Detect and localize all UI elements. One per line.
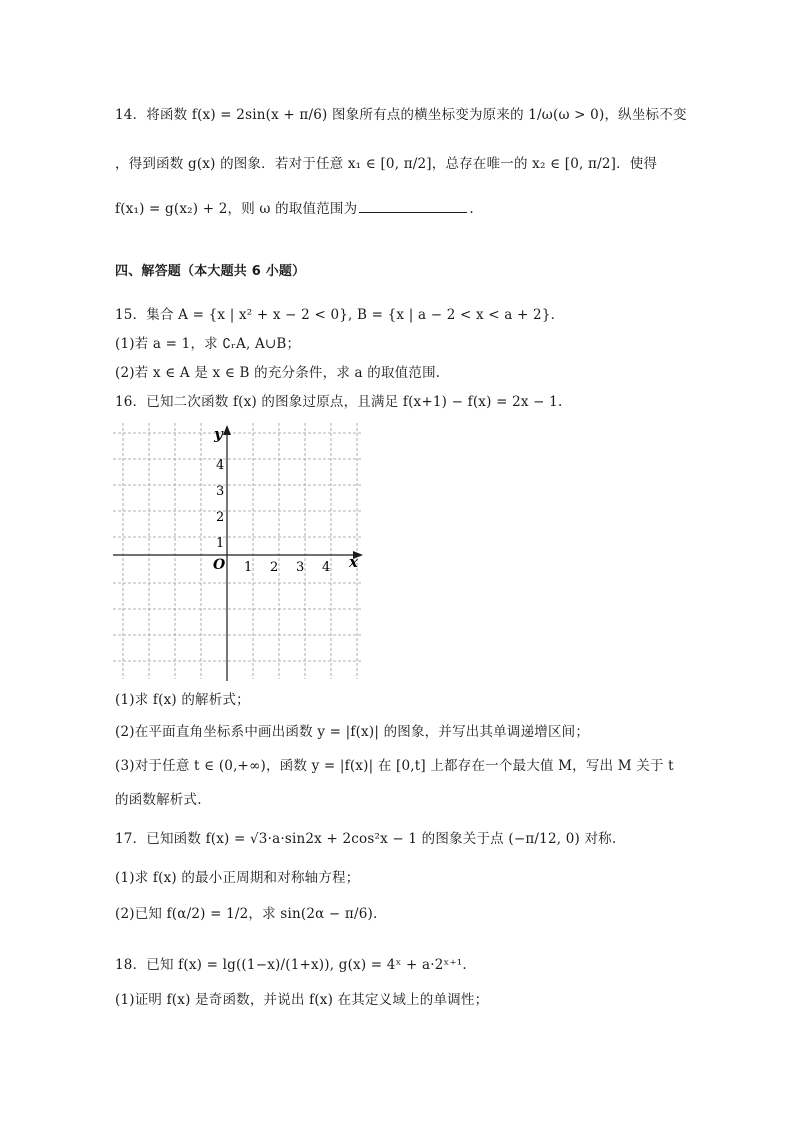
q15-part2: (2)若 x ∈ A 是 x ∈ B 的充分条件，求 a 的取值范围. xyxy=(115,365,441,381)
q15-stem: 15．集合 A = {x | x² + x − 2 < 0}, B = {x | a − 2 < x < a + 2}． xyxy=(115,307,565,323)
x-tick-label: 4 xyxy=(322,560,331,575)
y-tick-label: 3 xyxy=(216,484,225,499)
x-axis-label: x xyxy=(349,553,358,571)
grid-lines xyxy=(113,423,363,679)
q15-part1: (1)若 a = 1，求 ∁ᵣA, A∪B； xyxy=(115,336,301,352)
answer-blank[interactable] xyxy=(359,198,467,213)
q14-line3-suffix: . xyxy=(469,201,474,217)
q16-part2: (2)在平面直角坐标系中画出函数 y = |f(x)| 的图象，并写出其单调递增区间； xyxy=(115,724,590,740)
y-axis-label: y xyxy=(214,425,223,443)
section-heading: 四、解答题（本大题共 6 小题） xyxy=(115,264,306,279)
y-axis-arrow-icon xyxy=(223,425,231,435)
q17-stem: 17．已知函数 f(x) = √3·a·sin2x + 2cos²x − 1 的图象关于点 (−π/12, 0) 对称. xyxy=(115,831,617,847)
x-tick-label: 3 xyxy=(296,560,305,575)
q14-line3 xyxy=(115,198,474,219)
q14-line1: 14．将函数 f(x) = 2sin(x + π/6) 图象所有点的横坐标变为原来的 1/ω(ω > 0)，纵坐标不变 xyxy=(115,107,687,123)
q17-part2: (2)已知 f(α/2) = 1/2，求 sin(2α − π/6). xyxy=(115,906,378,922)
x-tick-label: 1 xyxy=(244,560,253,575)
x-tick-label: 2 xyxy=(270,560,279,575)
origin-label: O xyxy=(213,557,226,573)
q16-stem: 16．已知二次函数 f(x) 的图象过原点，且满足 f(x+1) − f(x) = 2x − 1. xyxy=(115,394,563,410)
q17-part1: (1)求 f(x) 的最小正周期和对称轴方程； xyxy=(115,870,360,886)
y-tick-label: 1 xyxy=(216,536,225,551)
q18-stem: 18．已知 f(x) = lg((1−x)/(1+x)), g(x) = 4ˣ + a·2ˣ⁺¹. xyxy=(115,957,467,973)
q16-part3-line2: 的函数解析式. xyxy=(115,792,202,808)
q16-part1: (1)求 f(x) 的解析式； xyxy=(115,692,250,708)
q18-part1: (1)证明 f(x) 是奇函数，并说出 f(x) 在其定义域上的单调性； xyxy=(115,992,489,1008)
q14-line2: ，得到函数 g(x) 的图象．若对于任意 x₁ ∈ [0, π/2]，总存在唯一的 x₂ ∈ [0, π/2]．使得 xyxy=(115,156,658,172)
y-tick-label: 4 xyxy=(216,458,225,473)
q14-line3-prefix: f(x₁) = g(x₂) + 2，则 ω 的取值范围为 xyxy=(115,201,358,217)
q16-part3-line1: (3)对于任意 t ∈ (0,+∞)，函数 y = |f(x)| 在 [0,t] 上都存在一个最大值 M，写出 M 关于 t xyxy=(115,758,674,774)
coordinate-grid xyxy=(113,423,368,683)
y-tick-label: 2 xyxy=(216,510,225,525)
